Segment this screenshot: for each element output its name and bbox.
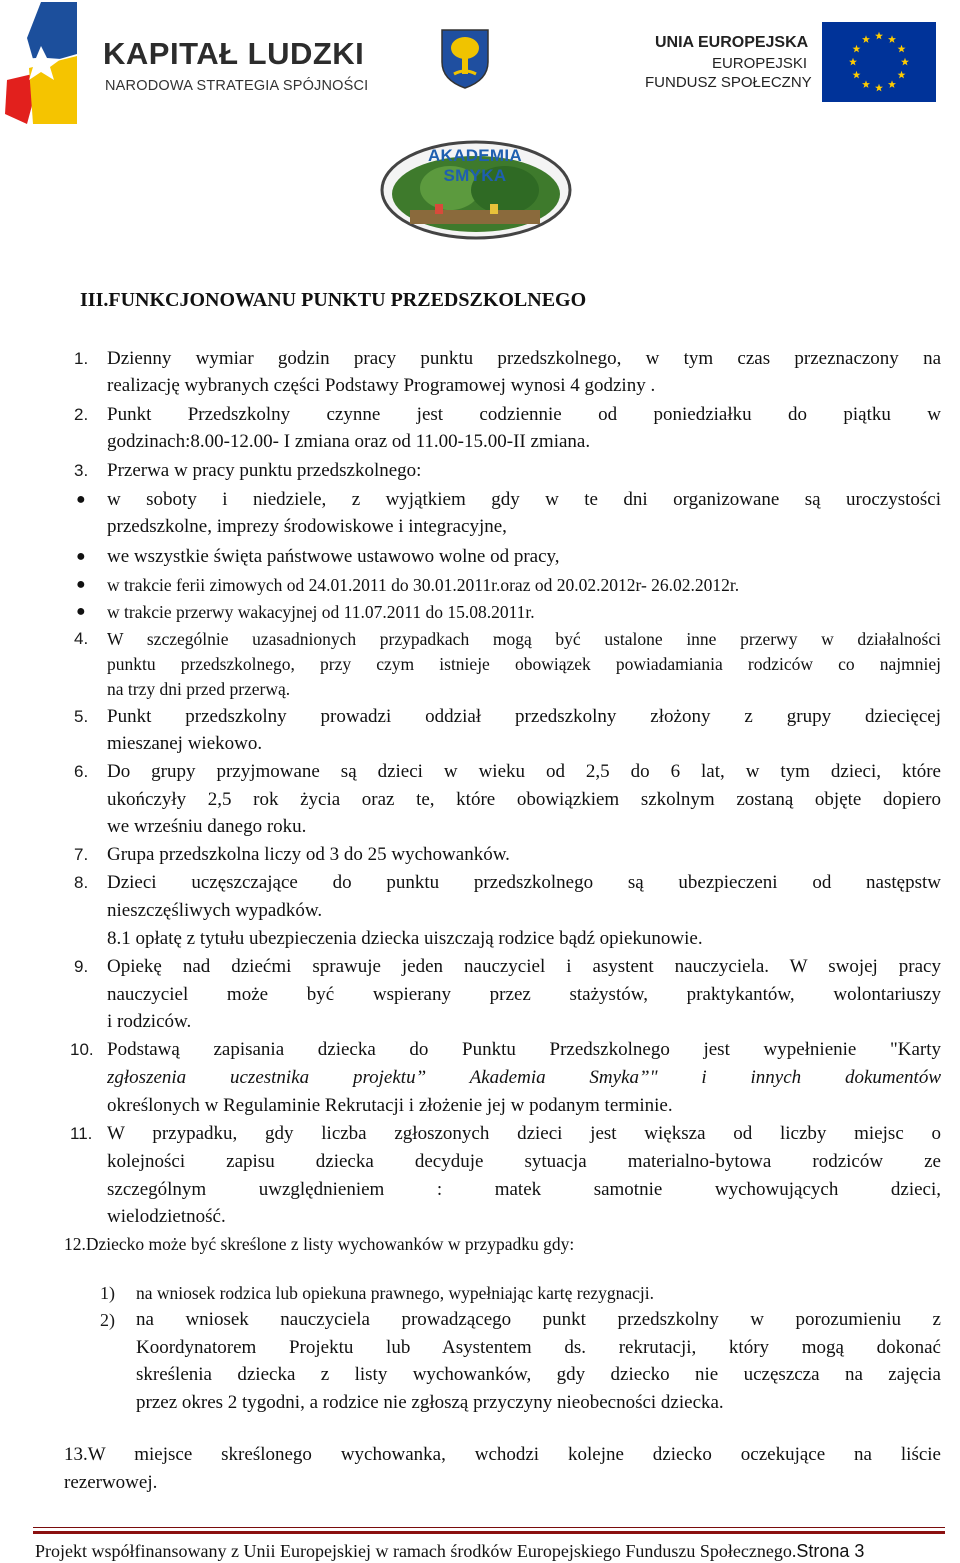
bullet-line: we wszystkie święta państwowe ustawowo wolne od pracy,: [107, 546, 560, 567]
eu-union-label: UNIA EUROPEJSKA: [655, 34, 809, 51]
item-line: Podstawą zapisania dziecka do Punktu Przedszkolnego jest wypełnienie "Karty: [107, 1039, 941, 1060]
item-line: Punkt Przedszkolny czynne jest codziennie od poniedziałku do piątku w: [107, 404, 941, 425]
sub-item-line: Koordynatorem Projektu lub Asystentem ds. rekrutacji, który mogą dokonać: [136, 1337, 941, 1358]
eu-flag-icon: [822, 22, 936, 102]
item-line: ukończyły 2,5 rok życia oraz te, które obowiązkiem szkolnym zostaną objęte dopiero: [107, 789, 941, 810]
item-line: Dzieci uczęszczające do punktu przedszkolnego są ubezpieczeni od następstw: [107, 872, 941, 893]
bullet-icon: ●: [76, 603, 86, 620]
item-number: 10.: [70, 1040, 94, 1059]
footer-text: Projekt współfinansowany z Unii Europejskiej w ramach środków Europejskiego Funduszu Społecznego.: [35, 1541, 797, 1561]
page-number: Strona 3: [796, 1541, 865, 1561]
item-line: W szczególnie uzasadnionych przypadkach mogą być ustalone inne przerwy w działalności: [107, 629, 941, 649]
bullet-line: w trakcie ferii zimowych od 24.01.2011 do 30.01.2011r.oraz od 20.02.2012r- 26.02.2012r.: [107, 575, 740, 595]
footer-rule: [33, 1527, 945, 1528]
item-line: określonych w Regulaminie Rekrutacji i złożenie jej w podanym terminie.: [107, 1095, 673, 1116]
item-number: 6.: [74, 762, 89, 781]
item-number: 1.: [74, 349, 89, 368]
item-line: Opiekę nad dziećmi sprawuje jeden nauczyciel i asystent nauczyciela. W swojej pracy: [107, 956, 941, 977]
item-line: Przerwa w pracy punktu przedszkolnego:: [107, 460, 422, 481]
item-line: 8.1 opłatę z tytułu ubezpieczenia dziecka uiszczają rodzice bądź opiekunowie.: [107, 928, 703, 949]
item-line: rezerwowej.: [64, 1472, 158, 1493]
bullet-icon: ●: [76, 491, 86, 508]
section-title: III.FUNKCJONOWANU PUNKTU PRZEDSZKOLNEGO: [80, 289, 587, 311]
bullet-line: w soboty i niedziele, z wyjątkiem gdy w te dni organizowane są uroczystości: [107, 489, 941, 510]
item-line: mieszanej wiekowo.: [107, 733, 263, 754]
bullet-line: przedszkolne, imprezy środowiskowe i integracyjne,: [107, 516, 507, 537]
page-header: [0, 0, 960, 250]
akademia-smyka-title: AKADEMIA SMYKA: [427, 146, 522, 185]
municipal-crest-icon: [440, 28, 490, 90]
sub-item-number: 2): [100, 1310, 115, 1330]
kapital-ludzki-title: KAPITAŁ LUDZKI: [103, 36, 365, 71]
sub-item-line: na wniosek rodzica lub opiekuna prawnego, wypełniając kartę rezygnacji.: [136, 1283, 654, 1303]
bullet-icon: ●: [76, 548, 86, 565]
item-number: 8.: [74, 873, 89, 892]
item-line: wielodzietność.: [107, 1206, 226, 1227]
item-line: punktu przedszkolnego, przy czym istnieje obowiązek powiadamiania rodziców co najmniej: [107, 654, 941, 674]
item-line: we wrześniu danego roku.: [107, 816, 307, 837]
item-line: [107, 1066, 941, 1090]
item-line: szczególnym uwzględnieniem : matek samotnie wychowujących dzieci,: [107, 1179, 941, 1200]
item-number: 11.: [70, 1124, 93, 1143]
kapital-ludzki-subtitle: NARODOWA STRATEGIA SPÓJNOŚCI: [105, 78, 369, 94]
item-line: nauczyciel może być wspierany przez stażystów, praktykantów, wolontariuszy: [107, 984, 941, 1005]
sub-item-line: skreślenia dziecka z listy wychowanków, gdy dziecko nie uczęszcza na zajęcia: [136, 1364, 941, 1385]
item-line: kolejności zapisu dziecka decyduje sytuacja materialno-bytowa rodziców ze: [107, 1151, 941, 1172]
item-line: Do grupy przyjmowane są dzieci w wieku od 2,5 do 6 lat, w tym dzieci, które: [107, 761, 941, 782]
item-line: Grupa przedszkolna liczy od 3 do 25 wychowanków.: [107, 844, 510, 865]
item-line: W przypadku, gdy liczba zgłoszonych dzieci jest większa od liczby miejsc o: [107, 1123, 941, 1144]
item-number: 9.: [74, 957, 89, 976]
sub-item-line: przez okres 2 tygodni, a rodzice nie zgłoszą przyczyny nieobecności dziecka.: [136, 1392, 724, 1413]
item-number: 3.: [74, 461, 89, 480]
bullet-line: w trakcie przerwy wakacyjnej od 11.07.2011 do 15.08.2011r.: [107, 602, 535, 622]
item-line: 12.Dziecko może być skreślone z listy wychowanków w przypadku gdy:: [64, 1234, 575, 1254]
item-line: 13.W miejsce skreślonego wychowanka, wchodzi kolejne dziecko oczekujące na liście: [64, 1444, 941, 1465]
item-line: na trzy dni przed przerwą.: [107, 679, 291, 699]
bullet-icon: ●: [76, 576, 86, 593]
page-footer: [35, 1540, 864, 1562]
footer-rule-thick: [33, 1531, 945, 1534]
item-line-italic: zgłoszenia uczestnika projektu” Akademia Smyka”" i innych dokumentów: [107, 1067, 941, 1088]
item-number: 4.: [74, 629, 89, 648]
eu-social-fund-label: FUNDUSZ SPOŁECZNY: [645, 74, 812, 91]
eu-european-label: EUROPEJSKI: [711, 55, 807, 72]
item-line: i rodziców.: [107, 1011, 192, 1032]
item-line: Punkt przedszkolny prowadzi oddział przedszkolny złożony z grupy dziecięcej: [107, 706, 941, 727]
item-number: 5.: [74, 707, 89, 726]
item-line: Dzienny wymiar godzin pracy punktu przedszkolnego, w tym czas przeznaczony na: [107, 348, 941, 369]
sub-item-number: 1): [100, 1283, 115, 1303]
sub-item-line: na wniosek nauczyciela prowadzącego punkt przedszkolny w porozumieniu z: [136, 1309, 941, 1330]
item-line: godzinach:8.00-12.00- I zmiana oraz od 11.00-15.00-II zmiana.: [107, 431, 591, 452]
item-line: realizację wybranych części Podstawy Programowej wynosi 4 godziny .: [107, 375, 656, 396]
item-number: 7.: [74, 845, 89, 864]
item-line: nieszczęśliwych wypadków.: [107, 900, 323, 921]
item-number: 2.: [74, 405, 89, 424]
